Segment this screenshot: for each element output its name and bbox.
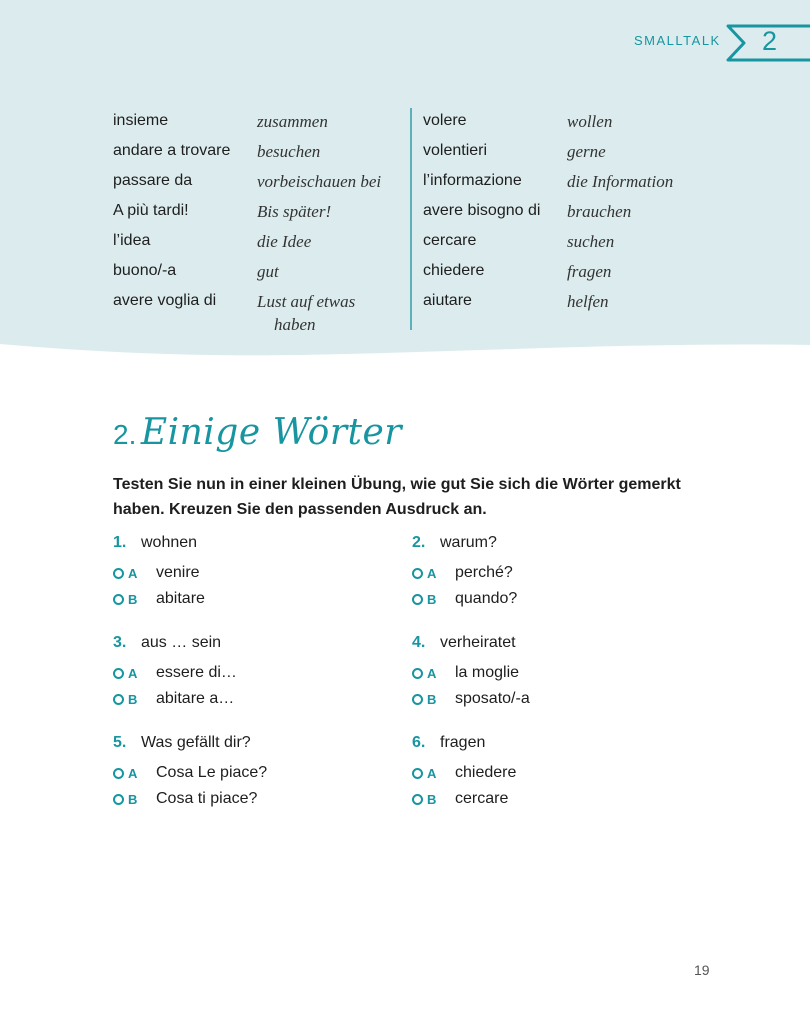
radio-circle-icon[interactable] (412, 568, 423, 579)
section-label: SMALLTALK (634, 33, 721, 48)
question-prompt: fragen (440, 734, 486, 751)
vocab-german-line1: Lust auf etwas (257, 292, 356, 311)
vocab-german: suchen (567, 232, 615, 251)
radio-circle-icon[interactable] (113, 768, 124, 779)
option-text: Cosa Le piace? (156, 764, 268, 781)
vocab-italian: passare da (113, 172, 193, 189)
vocab-italian: cercare (423, 232, 477, 249)
vocab-german: vorbeischauen bei (257, 172, 382, 191)
question-head (412, 634, 692, 660)
vocab-german: besuchen (257, 142, 321, 161)
option-letter: A (128, 565, 138, 581)
vocab-german: die Idee (257, 232, 312, 251)
option-letter: A (427, 765, 437, 781)
question-head (412, 534, 692, 560)
option-text: quando? (455, 590, 518, 607)
vocab-italian: volentieri (423, 142, 488, 159)
radio-circle-icon[interactable] (113, 694, 124, 705)
vocab-italian: chiedere (423, 262, 485, 279)
vocab-german: gerne (567, 142, 606, 161)
vocab-german: brauchen (567, 202, 632, 221)
answer-option-b[interactable] (412, 686, 692, 712)
option-letter: B (128, 791, 138, 807)
radio-circle-icon[interactable] (412, 594, 423, 605)
question-prompt: aus … sein (141, 634, 222, 651)
question-item (412, 634, 692, 712)
answer-option-a[interactable] (412, 560, 692, 586)
option-text: abitare (156, 590, 205, 607)
vocab-german-line2: haben (274, 315, 316, 334)
radio-circle-icon[interactable] (412, 768, 423, 779)
option-letter: A (128, 765, 138, 781)
question-item (113, 634, 393, 712)
answer-option-b[interactable] (412, 586, 692, 612)
question-prompt: wohnen (141, 534, 198, 551)
question-number: 4. (412, 634, 426, 651)
answer-option-b[interactable] (113, 586, 393, 612)
option-text: chiedere (455, 764, 517, 781)
vocab-german (257, 290, 355, 336)
question-prompt: warum? (440, 534, 497, 551)
question-number: 2. (412, 534, 426, 551)
answer-option-a[interactable] (412, 760, 692, 786)
exercise-number: 2. (113, 419, 137, 450)
answer-option-a[interactable] (113, 560, 393, 586)
page-number: 19 (694, 962, 710, 978)
chapter-number: 2 (762, 26, 778, 56)
vocab-italian: avere voglia di (113, 292, 217, 309)
column-divider (410, 108, 412, 330)
vocab-german: gut (257, 262, 279, 281)
option-text: Cosa ti piace? (156, 790, 258, 807)
radio-circle-icon[interactable] (113, 568, 124, 579)
option-text: essere di… (156, 664, 237, 681)
question-number: 5. (113, 734, 127, 751)
option-text: sposato/-a (455, 690, 530, 707)
answer-option-b[interactable] (113, 786, 393, 812)
question-head (412, 734, 692, 760)
option-text: la moglie (455, 664, 520, 681)
exercise-instructions: Testen Sie nun in einer kleinen Übung, wie gut Sie sich die Wörter gemerkt haben. Kreuzen Sie den passenden Ausdruck an. (113, 476, 681, 518)
vocab-italian: buono/-a (113, 262, 177, 279)
option-text: cercare (455, 790, 509, 807)
option-letter: B (128, 691, 138, 707)
vocab-italian: andare a trovare (113, 142, 231, 159)
question-item (113, 734, 393, 812)
question-number: 1. (113, 534, 127, 551)
answer-option-a[interactable] (113, 760, 393, 786)
answer-option-b[interactable] (113, 686, 393, 712)
radio-circle-icon[interactable] (412, 694, 423, 705)
answer-option-a[interactable] (113, 660, 393, 686)
question-number: 6. (412, 734, 426, 751)
vocab-italian: aiutare (423, 292, 472, 309)
option-text: abitare a… (156, 690, 235, 707)
vocab-italian: l’informazione (423, 172, 522, 189)
exercise-title (113, 412, 402, 453)
option-letter: B (427, 591, 437, 607)
question-head (113, 634, 393, 660)
question-head (113, 534, 393, 560)
exercise-title-text: Einige Wörter (140, 412, 403, 453)
answer-option-a[interactable] (412, 660, 692, 686)
radio-circle-icon[interactable] (113, 668, 124, 679)
answer-option-b[interactable] (412, 786, 692, 812)
vocab-italian: volere (423, 112, 467, 129)
radio-circle-icon[interactable] (412, 794, 423, 805)
vocab-german: die Information (567, 172, 674, 191)
radio-circle-icon[interactable] (412, 668, 423, 679)
option-letter: A (128, 665, 138, 681)
radio-circle-icon[interactable] (113, 594, 124, 605)
vocab-italian: avere bisogno di (423, 202, 541, 219)
question-item (412, 534, 692, 612)
option-letter: B (427, 791, 437, 807)
question-item (412, 734, 692, 812)
vocab-german: wollen (567, 112, 613, 131)
option-letter: A (427, 565, 437, 581)
question-prompt: verheiratet (440, 634, 516, 651)
option-letter: A (427, 665, 437, 681)
question-prompt: Was gefällt dir? (141, 734, 251, 751)
option-text: perché? (455, 564, 513, 581)
question-number: 3. (113, 634, 127, 651)
radio-circle-icon[interactable] (113, 794, 124, 805)
vocab-german: Bis später! (257, 202, 332, 221)
vocab-italian: A più tardi! (113, 202, 189, 219)
vocab-german: helfen (567, 292, 609, 311)
vocab-german: fragen (567, 262, 612, 281)
question-head (113, 734, 393, 760)
option-text: venire (156, 564, 200, 581)
vocab-italian: l’idea (113, 232, 151, 249)
option-letter: B (128, 591, 138, 607)
question-item (113, 534, 393, 612)
vocab-italian: insieme (113, 112, 169, 129)
option-letter: B (427, 691, 437, 707)
vocab-german: zusammen (257, 112, 328, 131)
